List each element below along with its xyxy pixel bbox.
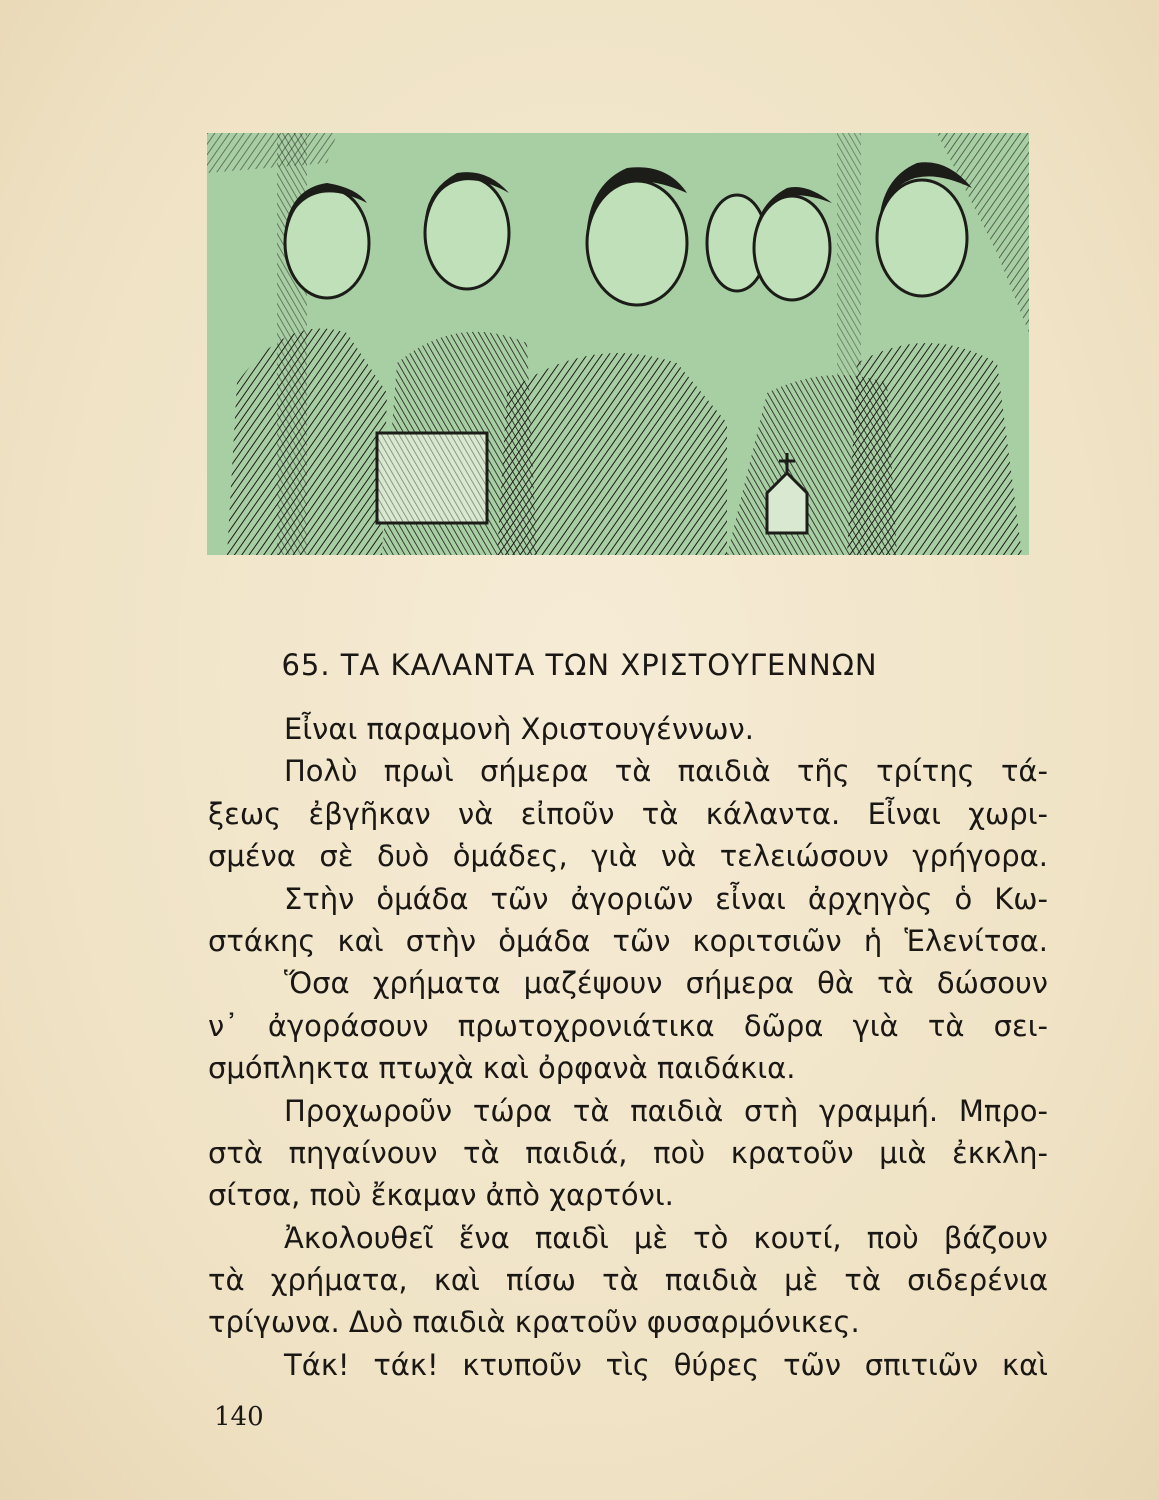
chapter-heading (0, 648, 1159, 682)
text-line: στὰ πηγαίνουν τὰ παιδιά, ποὺ κρατοῦν μιὰ ἐκκλη- (208, 1135, 1048, 1170)
text-line: τὰ χρήματα, καὶ πίσω τὰ παιδιὰ μὲ τὰ σιδερένια (208, 1263, 1048, 1298)
text-line: σίτσα, ποὺ ἔκαμαν ἀπὸ χαρτόνι. (208, 1178, 674, 1213)
text-line: Ἀκολουθεῖ ἕνα παιδὶ μὲ τὸ κουτί, ποὺ βάζουν (284, 1220, 1048, 1255)
text-line: Προχωροῦν τώρα τὰ παιδιὰ στὴ γραμμή. Μπρο- (284, 1093, 1048, 1128)
text-line: ν᾿ ἀγοράσουν πρωτοχρονιάτικα δῶρα γιὰ τὰ σει- (208, 1008, 1048, 1043)
page-number: 140 (214, 1402, 264, 1432)
illustration-drawing (207, 133, 1029, 555)
story-text (208, 708, 1048, 1386)
chapter-number: 65. (281, 648, 331, 682)
children-caroling-illustration (207, 133, 1029, 555)
chapter-title: ΤΑ ΚΑΛΑΝΤΑ ΤΩΝ ΧΡΙΣΤΟΥΓΕΝΝΩΝ (340, 648, 878, 682)
text-line: ξεως ἐβγῆκαν νὰ εἰποῦν τὰ κάλαντα. Εἶναι χωρι- (208, 796, 1048, 831)
text-line: σμένα σὲ δυὸ ὁμάδες, γιὰ νὰ τελειώσουν γρήγορα. (208, 839, 1048, 874)
text-line: στάκης καὶ στὴν ὁμάδα τῶν κοριτσιῶν ἡ Ἑλενίτσα. (208, 923, 1048, 958)
text-line: Πολὺ πρωὶ σήμερα τὰ παιδιὰ τῆς τρίτης τά- (284, 754, 1048, 789)
text-line: Ὅσα χρήματα μαζέψουν σήμερα θὰ τὰ δώσουν (284, 966, 1048, 1001)
text-line: Τάκ! τάκ! κτυποῦν τὶς θύρες τῶν σπιτιῶν καὶ (284, 1347, 1048, 1382)
text-line: Εἶναι παραμονὴ Χριστουγέννων. (284, 712, 754, 746)
text-line: τρίγωνα. Δυὸ παιδιὰ κρατοῦν φυσαρμόνικες. (208, 1305, 860, 1340)
text-line: Στὴν ὁμάδα τῶν ἀγοριῶν εἶναι ἀρχηγὸς ὁ Κω- (284, 881, 1048, 916)
text-line: σμόπληκτα πτωχὰ καὶ ὀρφανὰ παιδάκια. (208, 1051, 796, 1086)
